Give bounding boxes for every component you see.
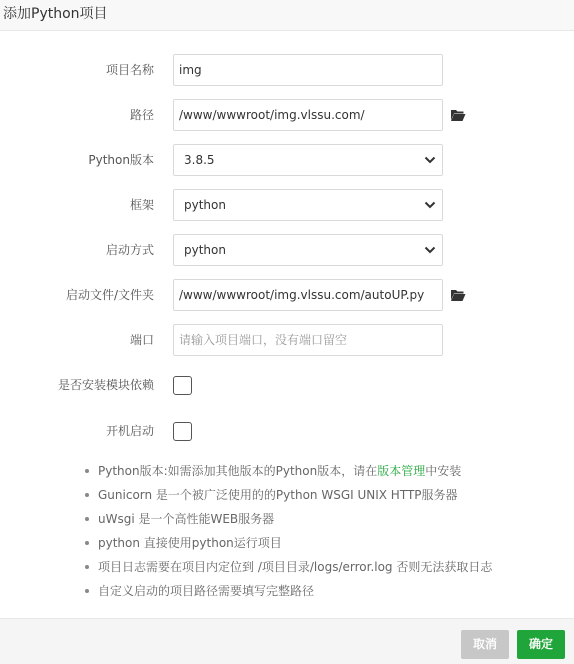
tip-item bbox=[82, 507, 562, 531]
python-version-label: Python版本 bbox=[88, 153, 154, 167]
chevron-down-icon bbox=[424, 155, 436, 165]
start-mode-row bbox=[0, 234, 574, 266]
startup-file-row bbox=[0, 279, 574, 311]
port-input[interactable] bbox=[173, 324, 443, 356]
project-name-input[interactable] bbox=[173, 54, 443, 86]
framework-label: 框架 bbox=[129, 198, 154, 212]
path-value: /www/wwwroot/img.vlssu.com/ bbox=[179, 108, 365, 122]
folder-open-icon[interactable] bbox=[450, 108, 466, 122]
install-deps-label: 是否安装模块依赖 bbox=[57, 378, 154, 392]
dialog-title: 添加Python项目 bbox=[3, 6, 108, 22]
start-mode-select[interactable] bbox=[173, 234, 443, 266]
tip-item bbox=[82, 555, 562, 579]
project-name-row bbox=[0, 54, 574, 86]
startup-file-value: /www/wwwroot/img.vlssu.com/autoUP.py bbox=[179, 288, 425, 302]
tip-text: Python版本:如需添加其他版本的Python版本，请在 bbox=[98, 464, 378, 478]
port-label: 端口 bbox=[129, 333, 154, 347]
confirm-button[interactable]: 确定 bbox=[517, 630, 565, 659]
python-version-row bbox=[0, 144, 574, 176]
tip-text: 项目日志需要在项目内定位到 /项目目录/logs/error.log 否则无法获取日志 bbox=[98, 560, 493, 574]
path-label: 路径 bbox=[129, 108, 154, 122]
tip-item bbox=[82, 531, 562, 555]
dialog-title-bar bbox=[0, 0, 574, 31]
install-deps-row bbox=[0, 369, 574, 401]
port-placeholder: 请输入项目端口，没有端口留空 bbox=[179, 333, 348, 347]
port-row bbox=[0, 324, 574, 356]
path-row bbox=[0, 99, 574, 131]
start-mode-value: python bbox=[184, 243, 226, 257]
python-version-select[interactable] bbox=[173, 144, 443, 176]
autostart-label: 开机启动 bbox=[105, 424, 154, 438]
framework-row bbox=[0, 189, 574, 221]
help-tips-list bbox=[82, 459, 562, 603]
framework-value: python bbox=[184, 198, 226, 212]
tip-item bbox=[82, 459, 562, 483]
tip-text: Gunicorn 是一个被广泛使用的的Python WSGI UNIX HTTP服务器 bbox=[98, 488, 458, 502]
chevron-down-icon bbox=[424, 200, 436, 210]
framework-select[interactable] bbox=[173, 189, 443, 221]
folder-open-icon[interactable] bbox=[450, 288, 466, 302]
startup-file-label: 启动文件/文件夹 bbox=[65, 288, 154, 302]
chevron-down-icon bbox=[424, 245, 436, 255]
tip-item bbox=[82, 483, 562, 507]
tip-text: 自定义启动的项目路径需要填写完整路径 bbox=[98, 584, 315, 598]
autostart-row bbox=[0, 415, 574, 447]
python-version-value: 3.8.5 bbox=[184, 153, 215, 167]
project-name-label: 项目名称 bbox=[105, 63, 154, 77]
autostart-checkbox[interactable] bbox=[173, 422, 192, 441]
cancel-button[interactable]: 取消 bbox=[461, 630, 509, 659]
version-manage-link[interactable]: 版本管理 bbox=[377, 464, 426, 478]
tip-text: python 直接使用python运行项目 bbox=[98, 536, 282, 550]
tip-item bbox=[82, 579, 562, 603]
tip-text: uWsgi 是一个高性能WEB服务器 bbox=[98, 512, 275, 526]
path-input[interactable] bbox=[173, 99, 443, 131]
project-name-value: img bbox=[179, 63, 202, 77]
install-deps-checkbox[interactable] bbox=[173, 376, 192, 395]
start-mode-label: 启动方式 bbox=[105, 243, 154, 257]
tip-text: 中安装 bbox=[425, 464, 462, 478]
dialog-footer bbox=[0, 618, 574, 664]
startup-file-input[interactable] bbox=[173, 279, 443, 311]
